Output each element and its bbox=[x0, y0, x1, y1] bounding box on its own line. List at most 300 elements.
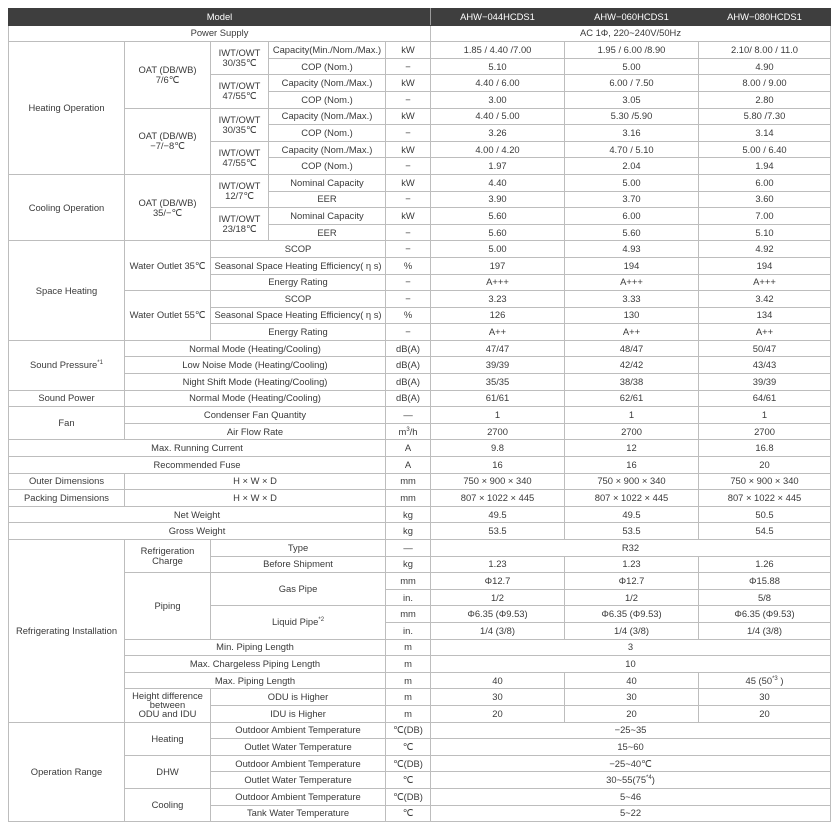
value-cell: −25~40℃ bbox=[431, 755, 831, 772]
oat-text: OAT (DB/WB) 35/−℃ bbox=[138, 196, 197, 218]
unit-cell: % bbox=[386, 307, 431, 324]
sound-pressure-row bbox=[9, 340, 831, 357]
unit-cell: m bbox=[386, 639, 431, 656]
param-cell: EER bbox=[269, 191, 386, 208]
unit-cell: dB(A) bbox=[386, 390, 431, 407]
op-heating-label: Heating bbox=[125, 722, 211, 755]
param-cell: Nominal Capacity bbox=[269, 208, 386, 225]
param-cell: Energy Rating bbox=[211, 274, 386, 291]
value-cell: 42/42 bbox=[565, 357, 699, 374]
value-cell: 194 bbox=[565, 257, 699, 274]
power-supply-value: AC 1Φ, 220~240V/50Hz bbox=[431, 25, 831, 42]
param-cell: Night Shift Mode (Heating/Cooling) bbox=[125, 374, 386, 391]
param-cell: COP (Nom.) bbox=[269, 91, 386, 108]
value-cell: −25~35 bbox=[431, 722, 831, 739]
value-cell: 5~46 bbox=[431, 788, 831, 805]
unit-cell: − bbox=[386, 241, 431, 258]
op-cooling-label: Cooling bbox=[125, 788, 211, 821]
value-cell: 43/43 bbox=[699, 357, 831, 374]
value-cell: 40 bbox=[431, 672, 565, 689]
value-cell: 2700 bbox=[565, 423, 699, 440]
unit-cell: − bbox=[386, 91, 431, 108]
value-cell bbox=[431, 772, 831, 789]
value-cell: 3.16 bbox=[565, 125, 699, 142]
unit-cell: in. bbox=[386, 622, 431, 639]
value-cell: 61/61 bbox=[431, 390, 565, 407]
unit-cell: − bbox=[386, 274, 431, 291]
value-cell: 5.80 /7.30 bbox=[699, 108, 831, 125]
iwt-30-35 bbox=[211, 42, 269, 75]
value-text: ) bbox=[777, 674, 784, 686]
value-cell: 47/47 bbox=[431, 340, 565, 357]
value-cell bbox=[699, 672, 831, 689]
value-cell: 5.60 bbox=[565, 224, 699, 241]
value-cell: 194 bbox=[699, 257, 831, 274]
value-cell: 5.00 / 6.40 bbox=[699, 141, 831, 158]
value-cell: 5.00 bbox=[565, 58, 699, 75]
unit-cell: m bbox=[386, 705, 431, 722]
value-cell: 4.40 / 6.00 bbox=[431, 75, 565, 92]
value-cell: 49.5 bbox=[431, 506, 565, 523]
value-cell: 5.10 bbox=[431, 58, 565, 75]
unit-cell: kW bbox=[386, 208, 431, 225]
fan-row bbox=[9, 423, 831, 440]
value-cell: 4.70 / 5.10 bbox=[565, 141, 699, 158]
unit-cell: − bbox=[386, 158, 431, 175]
unit-cell: − bbox=[386, 324, 431, 341]
fan-label: Fan bbox=[9, 407, 125, 440]
value-cell: 16 bbox=[431, 457, 565, 474]
unit-cell: kW bbox=[386, 75, 431, 92]
param-cell: Outdoor Ambient Temperature bbox=[211, 722, 386, 739]
footnote-mark: *2 bbox=[318, 617, 325, 624]
unit-cell: A bbox=[386, 457, 431, 474]
iwt-12-7 bbox=[211, 174, 269, 207]
height-difference-text: Height difference between ODU and IDU bbox=[132, 690, 203, 720]
heating-row bbox=[9, 108, 831, 125]
value-cell: 2.04 bbox=[565, 158, 699, 175]
value-cell: 6.00 bbox=[699, 174, 831, 191]
value-cell: 30 bbox=[699, 689, 831, 706]
param-cell: COP (Nom.) bbox=[269, 158, 386, 175]
unit-cell: % bbox=[386, 257, 431, 274]
iwt-text: IWT/OWT 30/35℃ bbox=[218, 47, 261, 69]
unit-cell: ℃(DB) bbox=[386, 722, 431, 739]
outer-dimensions-label: Outer Dimensions bbox=[9, 473, 125, 490]
param-cell: SCOP bbox=[211, 291, 386, 308]
value-cell: 35/35 bbox=[431, 374, 565, 391]
cooling-label: Cooling Operation bbox=[9, 174, 125, 240]
unit-cell: dB(A) bbox=[386, 340, 431, 357]
value-cell: 750 × 900 × 340 bbox=[431, 473, 565, 490]
value-cell: 1.23 bbox=[431, 556, 565, 573]
fuse-label: Recommended Fuse bbox=[9, 457, 386, 474]
unit-cell: ℃ bbox=[386, 739, 431, 756]
value-cell: 1.85 / 4.40 /7.00 bbox=[431, 42, 565, 59]
value-cell: 3.42 bbox=[699, 291, 831, 308]
value-cell: 2700 bbox=[699, 423, 831, 440]
value-cell: 5.00 bbox=[565, 174, 699, 191]
sound-pressure-label bbox=[9, 340, 125, 390]
value-cell: 50/47 bbox=[699, 340, 831, 357]
op-range-row bbox=[9, 722, 831, 739]
param-cell: Capacity(Min./Nom./Max.) bbox=[269, 42, 386, 59]
heating-oat-1 bbox=[125, 42, 211, 108]
param-cell: ODU is Higher bbox=[211, 689, 386, 706]
value-cell: 4.93 bbox=[565, 241, 699, 258]
param-cell: Outlet Water Temperature bbox=[211, 772, 386, 789]
op-range-row bbox=[9, 788, 831, 805]
unit-cell: ℃(DB) bbox=[386, 755, 431, 772]
packing-dimensions-row bbox=[9, 490, 831, 507]
fan-row bbox=[9, 407, 831, 424]
value-cell: 5~22 bbox=[431, 805, 831, 822]
height-difference-label bbox=[125, 689, 211, 722]
cooling-oat bbox=[125, 174, 211, 240]
unit-text: m bbox=[398, 425, 407, 437]
outer-dimensions-row bbox=[9, 473, 831, 490]
unit-cell: kW bbox=[386, 108, 431, 125]
fuse-row bbox=[9, 457, 831, 474]
value-cell: A+++ bbox=[699, 274, 831, 291]
unit-cell: mm bbox=[386, 606, 431, 623]
unit-text: /h bbox=[409, 425, 418, 437]
value-cell: 40 bbox=[565, 672, 699, 689]
unit-cell: − bbox=[386, 125, 431, 142]
value-cell: Φ12.7 bbox=[431, 573, 565, 590]
param-cell: Low Noise Mode (Heating/Cooling) bbox=[125, 357, 386, 374]
unit-cell: − bbox=[386, 224, 431, 241]
sound-pressure-row bbox=[9, 374, 831, 391]
iwt-text: IWT/OWT 23/18℃ bbox=[218, 213, 261, 235]
unit-cell: ℃(DB) bbox=[386, 788, 431, 805]
value-cell: A++ bbox=[699, 324, 831, 341]
value-cell: 10 bbox=[431, 656, 831, 673]
value-cell: 53.5 bbox=[431, 523, 565, 540]
value-cell: 9.8 bbox=[431, 440, 565, 457]
value-cell: 64/61 bbox=[699, 390, 831, 407]
value-cell: 1/4 (3/8) bbox=[431, 622, 565, 639]
oat-text: OAT (DB/WB) −7/−8℃ bbox=[138, 130, 197, 152]
oat-text: OAT (DB/WB) 7/6℃ bbox=[138, 63, 197, 85]
unit-cell: m bbox=[386, 656, 431, 673]
value-cell: 3.33 bbox=[565, 291, 699, 308]
value-cell: 130 bbox=[565, 307, 699, 324]
net-weight-row bbox=[9, 506, 831, 523]
value-cell: 53.5 bbox=[565, 523, 699, 540]
max-piping-length-label: Max. Piping Length bbox=[125, 672, 386, 689]
unit-cell: kW bbox=[386, 141, 431, 158]
heating-oat-2 bbox=[125, 108, 211, 174]
iwt-47-55 bbox=[211, 141, 269, 174]
iwt-47-55 bbox=[211, 75, 269, 108]
unit-cell: A bbox=[386, 440, 431, 457]
unit-cell: kW bbox=[386, 174, 431, 191]
value-cell: 1/4 (3/8) bbox=[699, 622, 831, 639]
param-cell: Nominal Capacity bbox=[269, 174, 386, 191]
liquid-pipe-label bbox=[211, 606, 386, 639]
value-cell: 4.40 bbox=[431, 174, 565, 191]
param-cell: Condenser Fan Quantity bbox=[125, 407, 386, 424]
power-supply-row bbox=[9, 25, 831, 42]
value-cell: 20 bbox=[699, 705, 831, 722]
value-cell: Φ15.88 bbox=[699, 573, 831, 590]
gross-weight-label: Gross Weight bbox=[9, 523, 386, 540]
value-cell: 16.8 bbox=[699, 440, 831, 457]
value-cell: 3.05 bbox=[565, 91, 699, 108]
param-cell: EER bbox=[269, 224, 386, 241]
refrig-row bbox=[9, 689, 831, 706]
min-piping-length-label: Min. Piping Length bbox=[125, 639, 386, 656]
value-cell: 807 × 1022 × 445 bbox=[699, 490, 831, 507]
unit-cell: ℃ bbox=[386, 805, 431, 822]
refrig-row bbox=[9, 573, 831, 590]
value-cell: 12 bbox=[565, 440, 699, 457]
value-cell: 5.10 bbox=[699, 224, 831, 241]
value-cell: 1 bbox=[431, 407, 565, 424]
value-cell: 2.10/ 8.00 / 11.0 bbox=[699, 42, 831, 59]
value-cell: 1/2 bbox=[431, 589, 565, 606]
unit-cell: — bbox=[386, 407, 431, 424]
value-cell: 197 bbox=[431, 257, 565, 274]
water-outlet-35: Water Outlet 35℃ bbox=[125, 241, 211, 291]
value-cell: 30 bbox=[431, 689, 565, 706]
sound-power-row bbox=[9, 390, 831, 407]
refrig-row bbox=[9, 656, 831, 673]
value-cell: 20 bbox=[431, 705, 565, 722]
unit-cell: dB(A) bbox=[386, 374, 431, 391]
cooling-row bbox=[9, 174, 831, 191]
param-cell: Air Flow Rate bbox=[125, 423, 386, 440]
power-supply-label: Power Supply bbox=[9, 25, 431, 42]
max-chargeless-length-label: Max. Chargeless Piping Length bbox=[125, 656, 386, 673]
value-cell: 750 × 900 × 340 bbox=[699, 473, 831, 490]
net-weight-label: Net Weight bbox=[9, 506, 386, 523]
value-cell: 1.23 bbox=[565, 556, 699, 573]
param-cell: Capacity (Nom./Max.) bbox=[269, 75, 386, 92]
piping-label: Piping bbox=[125, 573, 211, 639]
value-cell: A++ bbox=[565, 324, 699, 341]
value-cell: A++ bbox=[431, 324, 565, 341]
value-cell: 1.26 bbox=[699, 556, 831, 573]
value-cell: 3.26 bbox=[431, 125, 565, 142]
value-cell: Φ12.7 bbox=[565, 573, 699, 590]
unit-cell: mm bbox=[386, 490, 431, 507]
space-heating-label: Space Heating bbox=[9, 241, 125, 341]
value-cell: 4.40 / 5.00 bbox=[431, 108, 565, 125]
unit-cell: mm bbox=[386, 473, 431, 490]
param-cell: Capacity (Nom./Max.) bbox=[269, 141, 386, 158]
value-cell: 16 bbox=[565, 457, 699, 474]
footnote-mark: *1 bbox=[97, 360, 103, 367]
unit-cell: m bbox=[386, 672, 431, 689]
param-cell: Normal Mode (Heating/Cooling) bbox=[125, 340, 386, 357]
value-text: ) bbox=[651, 774, 655, 786]
sound-power-label: Sound Power bbox=[9, 390, 125, 407]
value-cell: 3.90 bbox=[431, 191, 565, 208]
value-cell: 20 bbox=[699, 457, 831, 474]
value-cell: 30 bbox=[565, 689, 699, 706]
param-cell: Tank Water Temperature bbox=[211, 805, 386, 822]
param-cell: Normal Mode (Heating/Cooling) bbox=[125, 390, 386, 407]
param-cell: Type bbox=[211, 540, 386, 557]
value-cell: 1 bbox=[699, 407, 831, 424]
max-current-row bbox=[9, 440, 831, 457]
value-cell: 1 bbox=[565, 407, 699, 424]
refrig-row bbox=[9, 639, 831, 656]
op-dhw-label: DHW bbox=[125, 755, 211, 788]
iwt-30-35 bbox=[211, 108, 269, 141]
value-cell: 1.95 / 6.00 /8.90 bbox=[565, 42, 699, 59]
model-col-2: AHW−060HCDS1 bbox=[565, 9, 699, 26]
sound-pressure-row bbox=[9, 357, 831, 374]
param-cell: Before Shipment bbox=[211, 556, 386, 573]
refrig-charge-text: Refrigeration Charge bbox=[140, 545, 195, 567]
space-heating-row bbox=[9, 241, 831, 258]
model-header: Model bbox=[9, 9, 431, 26]
value-cell: 48/47 bbox=[565, 340, 699, 357]
value-cell: Φ6.35 (Φ9.53) bbox=[699, 606, 831, 623]
value-cell: 62/61 bbox=[565, 390, 699, 407]
refrig-row bbox=[9, 540, 831, 557]
space-heating-row bbox=[9, 291, 831, 308]
value-cell: 750 × 900 × 340 bbox=[565, 473, 699, 490]
water-outlet-55: Water Outlet 55℃ bbox=[125, 291, 211, 341]
sound-pressure-text: Sound Pressure bbox=[30, 359, 98, 371]
unit-cell: in. bbox=[386, 589, 431, 606]
value-cell: 3.60 bbox=[699, 191, 831, 208]
value-cell: 54.5 bbox=[699, 523, 831, 540]
value-cell: 6.00 / 7.50 bbox=[565, 75, 699, 92]
footnote-mark: *4 bbox=[646, 774, 652, 781]
value-cell: R32 bbox=[431, 540, 831, 557]
unit-cell: kg bbox=[386, 523, 431, 540]
unit-cell: − bbox=[386, 58, 431, 75]
value-cell: 5.60 bbox=[431, 208, 565, 225]
unit-cell: mm bbox=[386, 573, 431, 590]
packing-dimensions-label: Packing Dimensions bbox=[9, 490, 125, 507]
liquid-pipe-text: Liquid Pipe bbox=[271, 616, 319, 628]
value-cell: 39/39 bbox=[699, 374, 831, 391]
value-cell: 3.14 bbox=[699, 125, 831, 142]
param-cell: Outdoor Ambient Temperature bbox=[211, 788, 386, 805]
value-cell: 5.00 bbox=[431, 241, 565, 258]
value-cell: 8.00 / 9.00 bbox=[699, 75, 831, 92]
value-cell: 5/8 bbox=[699, 589, 831, 606]
gas-pipe-label: Gas Pipe bbox=[211, 573, 386, 606]
value-cell: Φ6.35 (Φ9.53) bbox=[565, 606, 699, 623]
iwt-text: IWT/OWT 30/35℃ bbox=[218, 113, 261, 135]
unit-cell: dB(A) bbox=[386, 357, 431, 374]
param-cell: Outdoor Ambient Temperature bbox=[211, 755, 386, 772]
value-cell: 49.5 bbox=[565, 506, 699, 523]
param-cell: COP (Nom.) bbox=[269, 58, 386, 75]
value-cell: 1.97 bbox=[431, 158, 565, 175]
value-cell: A+++ bbox=[565, 274, 699, 291]
param-cell: Capacity (Nom./Max.) bbox=[269, 108, 386, 125]
iwt-text: IWT/OWT 47/55℃ bbox=[218, 80, 261, 102]
param-cell: H × W × D bbox=[125, 490, 386, 507]
iwt-text: IWT/OWT 47/55℃ bbox=[218, 146, 261, 168]
iwt-text: IWT/OWT 12/7℃ bbox=[218, 180, 261, 202]
param-cell: Outlet Water Temperature bbox=[211, 739, 386, 756]
header-row bbox=[9, 9, 831, 26]
value-cell: 3.70 bbox=[565, 191, 699, 208]
value-cell: 807 × 1022 × 445 bbox=[431, 490, 565, 507]
value-cell: 38/38 bbox=[565, 374, 699, 391]
value-text: 30~55(75 bbox=[606, 774, 647, 786]
iwt-23-18 bbox=[211, 208, 269, 241]
param-cell: Seasonal Space Heating Efficiency( η s) bbox=[211, 307, 386, 324]
unit-cell bbox=[386, 423, 431, 440]
value-cell: A+++ bbox=[431, 274, 565, 291]
param-cell: H × W × D bbox=[125, 473, 386, 490]
value-cell: 5.30 /5.90 bbox=[565, 108, 699, 125]
refrig-row bbox=[9, 672, 831, 689]
value-cell: 6.00 bbox=[565, 208, 699, 225]
heating-row bbox=[9, 42, 831, 59]
value-cell: 39/39 bbox=[431, 357, 565, 374]
value-cell: 3.00 bbox=[431, 91, 565, 108]
spec-table bbox=[8, 8, 831, 822]
footnote-mark: *3 bbox=[772, 675, 778, 682]
value-cell: 15~60 bbox=[431, 739, 831, 756]
unit-superscript: 3 bbox=[406, 426, 410, 433]
unit-cell: kg bbox=[386, 556, 431, 573]
model-col-1: AHW−044HCDS1 bbox=[431, 9, 565, 26]
param-cell: Seasonal Space Heating Efficiency( η s) bbox=[211, 257, 386, 274]
unit-cell: − bbox=[386, 291, 431, 308]
value-cell: 1/2 bbox=[565, 589, 699, 606]
heating-label: Heating Operation bbox=[9, 42, 125, 175]
value-cell: 126 bbox=[431, 307, 565, 324]
param-cell: SCOP bbox=[211, 241, 386, 258]
value-cell: 807 × 1022 × 445 bbox=[565, 490, 699, 507]
param-cell: Energy Rating bbox=[211, 324, 386, 341]
refrig-charge-label bbox=[125, 540, 211, 573]
value-cell: 2.80 bbox=[699, 91, 831, 108]
unit-cell: kW bbox=[386, 42, 431, 59]
value-cell: 4.92 bbox=[699, 241, 831, 258]
refrig-label: Refrigerating Installation bbox=[9, 540, 125, 723]
max-current-label: Max. Running Current bbox=[9, 440, 386, 457]
op-range-row bbox=[9, 755, 831, 772]
op-range-label: Operation Range bbox=[9, 722, 125, 822]
value-cell: 20 bbox=[565, 705, 699, 722]
value-cell: 4.00 / 4.20 bbox=[431, 141, 565, 158]
value-cell: 3 bbox=[431, 639, 831, 656]
unit-cell: − bbox=[386, 191, 431, 208]
unit-cell: kg bbox=[386, 506, 431, 523]
value-cell: 2700 bbox=[431, 423, 565, 440]
model-col-3: AHW−080HCDS1 bbox=[699, 9, 831, 26]
param-cell: COP (Nom.) bbox=[269, 125, 386, 142]
value-text: 45 (50 bbox=[745, 674, 773, 686]
value-cell: 50.5 bbox=[699, 506, 831, 523]
param-cell: IDU is Higher bbox=[211, 705, 386, 722]
unit-cell: m bbox=[386, 689, 431, 706]
gross-weight-row bbox=[9, 523, 831, 540]
value-cell: 1/4 (3/8) bbox=[565, 622, 699, 639]
value-cell: 7.00 bbox=[699, 208, 831, 225]
value-cell: 5.60 bbox=[431, 224, 565, 241]
value-cell: 4.90 bbox=[699, 58, 831, 75]
value-cell: 134 bbox=[699, 307, 831, 324]
value-cell: 1.94 bbox=[699, 158, 831, 175]
unit-cell: — bbox=[386, 540, 431, 557]
value-cell: 3.23 bbox=[431, 291, 565, 308]
value-cell: Φ6.35 (Φ9.53) bbox=[431, 606, 565, 623]
